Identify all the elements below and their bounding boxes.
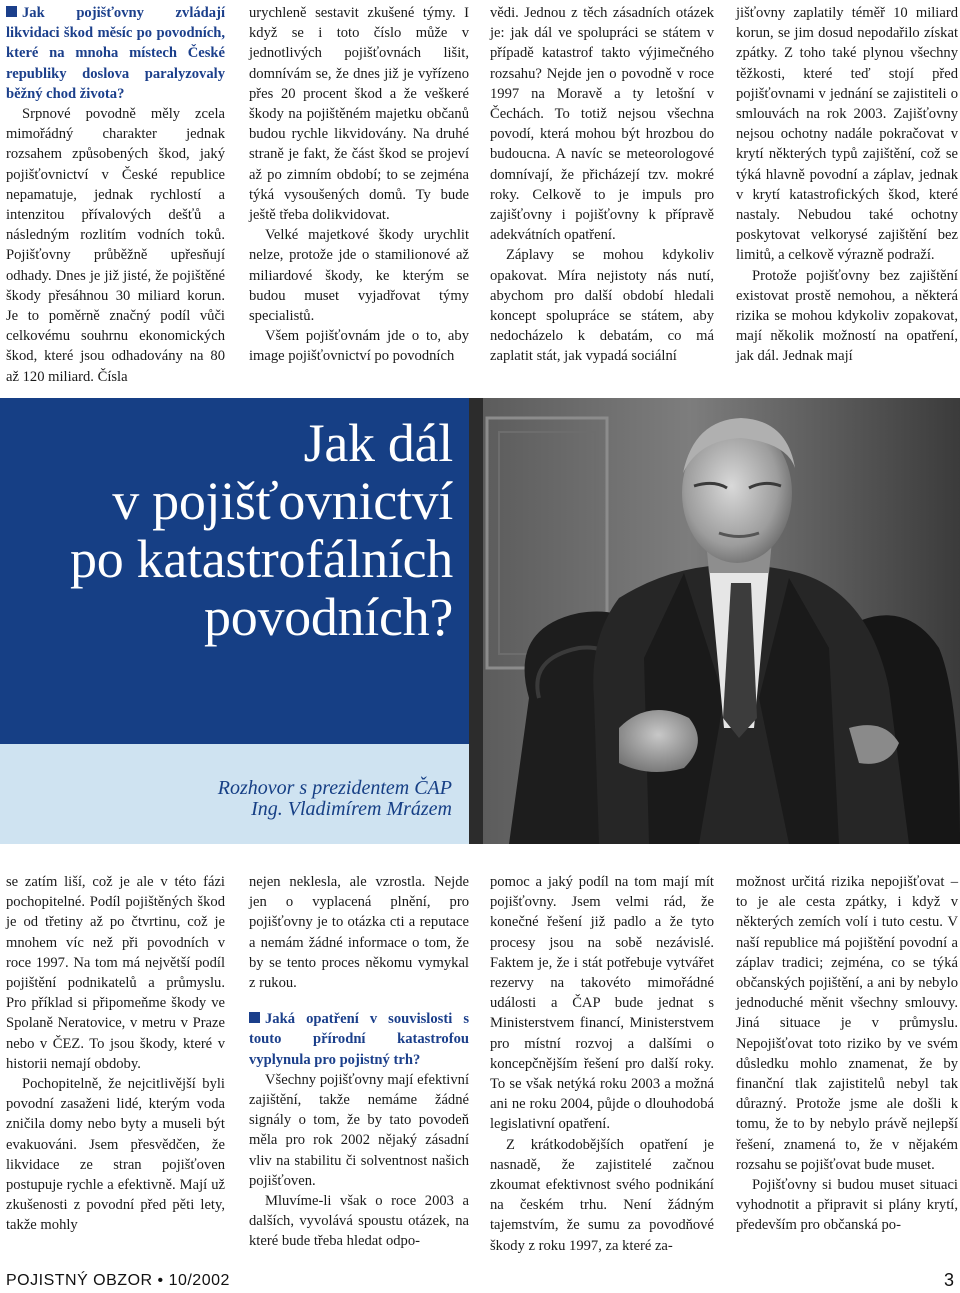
headline-line: v pojišťovnictví [112,471,453,531]
paragraph: urychleně sestavit zkušené týmy. I když se i toto číslo může v jednotlivých pojišťovnách lišit, domnívám se, že dnes již je vyřízeno přes 20 procent škod a že veškeré škody na pojištěném majetku občanů budou rychle likvidovány. Na druhé straně je fakt, že část škod se projeví až po zimním období; to se zejména týká vysoušených domů. Ty bude ještě třeba dolikvidovat. [249,5,469,224]
paragraph: možnost určitá rizika nepojišťovat – to je ale cesta zpátky, i když v některých zemích volí i tuto cestu. V naší republice má pojištění povodní a záplav tradici; zejména, co se týká občanských pojištění, a ani by nebylo jednoduché měnit všechny smlouvy. Jiná situace je v průmyslu. Nepojišťovat toto riziko by ve svém důsledku mohlo znamenat, že by finanční tlak zajistitelů nebyl tak důrazný. Protože jsme ale došli k tomu, že to by nebylo právě nejlepší řešení, znamená to, že v nějakém rozsahu se pojišťovat bude muset. [736,874,958,1173]
paragraph: Velké majetkové škody urychlit nelze, protože jde o stamilionové až miliardové škody, ke kterým se budou muset vyjadřovat týmy specialistů. [249,227,469,325]
question-text: Jaká opatření v souvislosti s touto přírodní katastrofou vyplynula pro pojistný trh? [249,1011,469,1068]
headline-line: po katastrofálních [70,529,453,589]
page-number: 3 [943,1270,954,1290]
question-2 [249,1009,469,1070]
top-column-1 [6,3,225,387]
paragraph: pomoc a jaký podíl na tom mají mít pojišťovny. Jsem velmi rád, že konečné řešení již padlo a že tyto procesy jsou na sobě nezávislé. Faktem je, že i stát potřebuje vytvářet rezervy na takovéto mimořádné události a ČAP bude jednat s Ministerstvem financí, Ministerstvem pro místní rozvoj a dalšími o koncepčnějším řešení pro další roky. To se však netýká roku 2003 a možná ani ne roku 2004, půjde o dlouhodobá legislativní opatření. [490,874,714,1133]
subtitle-line-1: Rozhovor s prezidentem ČAP [217,777,452,799]
question-1 [6,3,225,104]
top-column-3 [490,3,714,367]
bottom-column-4 [736,872,958,1236]
square-bullet-icon [249,1012,260,1023]
top-column-2 [249,3,469,367]
headline [0,414,453,646]
square-bullet-icon [6,6,17,17]
paragraph: Záplavy se mohou kdykoliv opakovat. Míra nejistoty nás nutí, abychom pro další období hledali koncept spolupráce se státem, aby nedocházelo k debatám, co má zaplatit stát, jak vypadá sociální [490,247,714,365]
paragraph: nejen neklesla, ale vzrostla. Nejde jen o vyplacená plnění, pro pojišťovny je to otázka cti a reputace a nemám žádné informace o tom, že by se tento proces někomu vymykal z rukou. [249,874,469,992]
paragraph: Pojišťovny si budou muset situaci vyhodnotit a připravit si plány krytí, především pro občanská po- [736,1177,958,1234]
paragraph: Mluvíme-li však o roce 2003 a dalších, vyvolává spoustu otázek, na které bude třeba hledat odpo- [249,1193,469,1250]
publication-footer: POJISTNÝ OBZOR • 10/2002 [6,1272,230,1289]
paragraph: Z krátkodobějších opatření je nasnadě, že zajistitelé začnou zkoumat efektivnost svého podnikání na českém trhu. Není žádným tajemstvím, že sumu za povodňové škody z roku 1997, za které za- [490,1136,714,1254]
paragraph: se zatím liší, což je ale v této fázi pochopitelné. Podíl pojištěných škod je od třetiny až po čtvrtinu, což je mnohem víc než při povodních v roce 1997. Na tom má největší podíl pojištění podnikatelů a průmyslu. Pro příklad si připomeňme škody ve Spolaně Neratovice, v metru v Praze nebo v ČEZ. To jsou škody, které v historii nemají obdoby. [6,874,225,1072]
paragraph: Protože pojišťovny bez zajištění existovat prostě nemohou, a některá rizika se mohou kdykoliv zopakovat, mají několik možností na opatření, jak dál. Jednak mají [736,267,958,365]
top-column-4 [736,3,958,367]
headline-line: povodních? [204,587,453,647]
portrait-photo [469,398,960,844]
headline-panel [0,398,469,744]
portrait-illustration [469,398,960,844]
subtitle-panel [0,744,469,844]
paragraph: Všechny pojišťovny mají efektivní zajištění, takže nemáme žádné signály o tom, že by tato povodeň měla pro rok 2002 nějaký zásadní vliv na stabilitu či solventnost našich pojišťoven. [249,1071,469,1189]
paragraph: jišťovny zaplatily téměř 10 miliard korun, se jim dosud nepodařilo získat zpátky. Z toho také plynou všechny těžkosti, které teď stojí před pojišťovnami v jednání se zajistiteli o smlouvách na rok 2003. Zajišťovny nejsou ochotny nadále pokračovat v krytí některých typů zajištění, což se týká hlavně povodní a záplav, jednak v krytí katastrofických škod, které nastaly. Nebudou také ochotny poskytovat velkorysé zajištění bez limitů, a celkově výrazně podraží. [736,5,958,264]
question-text: Jak pojišťovny zvládají likvidaci škod měsíc po povodních, které na mnoha místech České republiky doslova paralyzovaly běžný chod života? [6,5,225,102]
paragraph: Pochopitelně, že nejcitlivější byli povodní zasaženi lidé, kterým voda zničila domy nebo byty a museli být evakuováni. Jsem přesvědčen, že likvidace ze stran pojišťoven postupuje rychle a efektivně. Mají už zkušenosti z povodní před pěti lety, takže mohly [6,1076,225,1234]
paragraph: vědi. Jednou z těch zásadních otázek je: jak dál ve spolupráci se státem v případě katastrof takto výjimečného rozsahu? Nejde jen o povodně v roce 1997 na Moravě a ty letošní v Čechách. To totiž nejsou všechna povodí, která mohou být hrozbou do budoucna. A navíc se meteorologové domnívají, že přicházejí tzv. mokré roky. Celkově to je impuls pro zajišťovny i pojišťovny k přípravě adekvátních opatření. [490,5,714,244]
bottom-column-1 [6,872,225,1236]
paragraph: Všem pojišťovnám jde o to, aby image pojišťovnictví po povodních [249,328,469,365]
bottom-column-2 [249,872,469,1252]
subtitle-line-2: Ing. Vladimírem Mrázem [251,798,452,820]
paragraph: Srpnové povodně měly zcela mimořádný charakter jednak rozsahem způsobených škod, jaký pojišťovnictví v České republice nepamatuje, jednak rychlostí a intenzitou přívalových dešťů a následným rozlitím vodních toků. Pojišťovny průběžně upřesňují odhady. Dnes je již jisté, že pojištěné škody přesáhnou 30 miliard korun. Je to poměrně značný podíl vůči celkovému souhrnu ekonomických škod, které jsou odhadovány na 80 až 120 miliard. Čísla [6,106,225,385]
bottom-column-3 [490,872,714,1256]
headline-line: Jak dál [303,413,453,473]
